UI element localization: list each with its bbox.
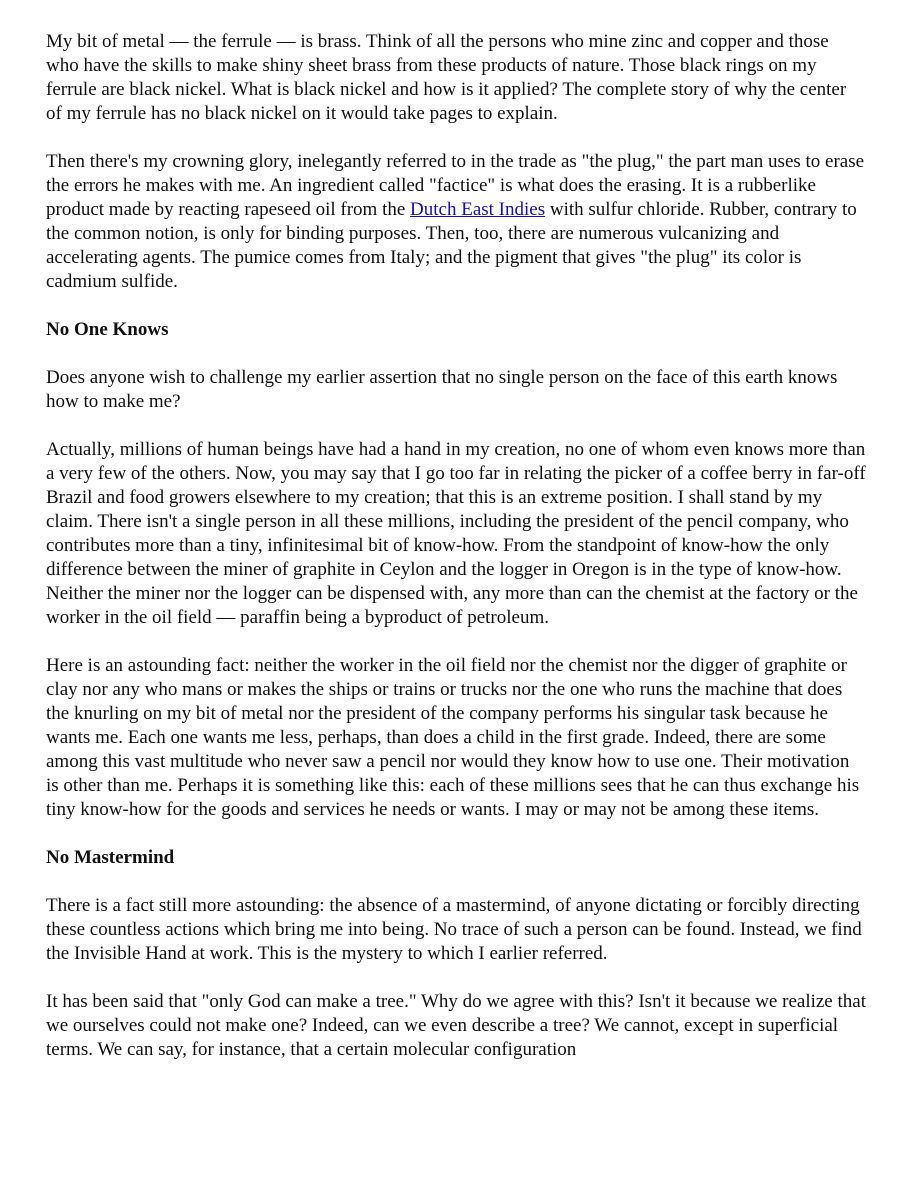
paragraph-astounding-fact: Here is an astounding fact: neither the worker in the oil field nor the chemist nor the digger of graphite or clay nor any who mans or makes the ships or trains or trucks nor the one who runs the machine that does the knurling on my bit of metal nor the president of the company performs his singular task because he wants me. Each one wants me less, perhaps, than does a child in the first grade. Indeed, there are some among this vast multitude who never saw a pencil nor would they know how to use one. Their motivation is other than me. Perhaps it is something like this: each of these millions sees that he can thus exchange his tiny know-how for the goods and services he needs or wants. I may or may not be among these items. <box>46 655 860 820</box>
paragraph-millions: Actually, millions of human beings have had a hand in my creation, no one of whom even knows more than a very few of the others. Now, you may say that I go too far in relating the picker of a coffee berry in far-off Brazil and food growers elsewhere to my creation; that this is an extreme position. I shall stand by my claim. There isn't a single person in all these millions, including the president of the pencil company, who contributes more than a tiny, infinitesimal bit of know-how. From the standpoint of know-how the only difference between the miner of graphite in Ceylon and the logger in Oregon is in the type of know-how. Neither the miner nor the logger can be dispensed with, any more than can the chemist at the factory or the worker in the oil field — paraffin being a byproduct of petroleum. <box>46 439 866 628</box>
paragraph-invisible-hand: There is a fact still more astounding: the absence of a mastermind, of anyone dictating or forcibly directing these countless actions which bring me into being. No trace of such a person can be found. Instead, we find the Invisible Hand at work. This is the mystery to which I earlier referred. <box>46 895 862 964</box>
heading-no-one-knows: No One Knows <box>46 319 169 340</box>
paragraph-plug-text-before: Then there's my crowning glory, inelegantly referred to in the trade as "the plug," the part man uses to erase the errors he makes with me. An ingredient called "factice" is what does the erasing. It is a rubberlike product made by reacting rapeseed oil from the <box>46 151 865 220</box>
paragraph-ferrule: My bit of metal — the ferrule — is brass. Think of all the persons who mine zinc and copper and those who have the skills to make shiny sheet brass from these products of nature. Those black rings on my ferrule are black nickel. What is black nickel and how is it applied? The complete story of why the center of my ferrule has no black nickel on it would take pages to explain. <box>46 31 847 124</box>
paragraph-plug <box>46 150 866 294</box>
paragraph-challenge: Does anyone wish to challenge my earlier assertion that no single person on the face of this earth knows how to make me? <box>46 367 838 412</box>
paragraph-tree: It has been said that "only God can make a tree." Why do we agree with this? Isn't it because we realize that we ourselves could not make one? Indeed, can we even describe a tree? We cannot, except in superficial terms. We can say, for instance, that a certain molecular configuration <box>46 991 866 1060</box>
dutch-east-indies-link[interactable]: Dutch East Indies <box>410 199 546 220</box>
paragraph-plug-text-after: with sulfur chloride. Rubber, contrary to the common notion, is only for binding purposes. Then, too, there are numerous vulcanizing and accelerating agents. The pumice comes from Italy; and the pigment that gives "the plug" its color is cadmium sulfide. <box>46 199 857 292</box>
heading-no-mastermind: No Mastermind <box>46 847 175 868</box>
document-page <box>46 30 866 1086</box>
